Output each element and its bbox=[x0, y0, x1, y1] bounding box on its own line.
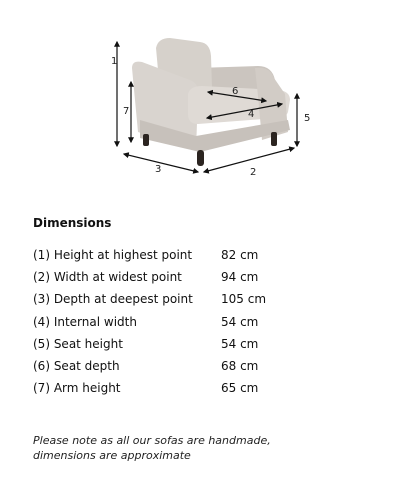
spec-label: (7) Arm height bbox=[33, 381, 121, 396]
dim-label-2: 2 bbox=[250, 167, 257, 178]
armchair-dimension-diagram bbox=[0, 0, 400, 200]
spec-label: (1) Height at highest point bbox=[33, 248, 193, 263]
spec-value: 105 cm bbox=[221, 292, 267, 307]
spec-label: (6) Seat depth bbox=[33, 359, 120, 374]
dimensions-table bbox=[33, 244, 333, 399]
armchair-illustration bbox=[132, 38, 290, 166]
spec-value: 65 cm bbox=[221, 381, 259, 396]
dim-label-3: 3 bbox=[155, 164, 162, 175]
spec-value: 94 cm bbox=[221, 270, 259, 285]
spec-value: 68 cm bbox=[221, 359, 259, 374]
dimensions-heading: Dimensions bbox=[33, 216, 112, 230]
spec-row bbox=[33, 333, 333, 355]
handmade-note bbox=[33, 434, 373, 463]
dim-label-7: 7 bbox=[123, 106, 130, 117]
spec-label: (2) Width at widest point bbox=[33, 270, 182, 285]
note-line-2: dimensions are approximate bbox=[33, 448, 191, 462]
spec-value: 54 cm bbox=[221, 336, 259, 351]
note-line-1: Please note as all our sofas are handmade, bbox=[33, 434, 271, 447]
spec-label: (4) Internal width bbox=[33, 314, 137, 329]
dim-label-6: 6 bbox=[232, 86, 239, 97]
dim-label-4: 4 bbox=[248, 109, 255, 120]
spec-row bbox=[33, 288, 333, 310]
spec-row bbox=[33, 244, 333, 266]
spec-label: (3) Depth at deepest point bbox=[33, 292, 193, 307]
spec-row bbox=[33, 311, 333, 333]
spec-row bbox=[33, 377, 333, 399]
spec-label: (5) Seat height bbox=[33, 336, 123, 351]
spec-row bbox=[33, 355, 333, 377]
spec-row bbox=[33, 266, 333, 288]
dim-label-5: 5 bbox=[304, 113, 311, 124]
dim-label-1: 1 bbox=[111, 56, 118, 67]
spec-value: 54 cm bbox=[221, 314, 259, 329]
spec-value: 82 cm bbox=[221, 248, 259, 263]
